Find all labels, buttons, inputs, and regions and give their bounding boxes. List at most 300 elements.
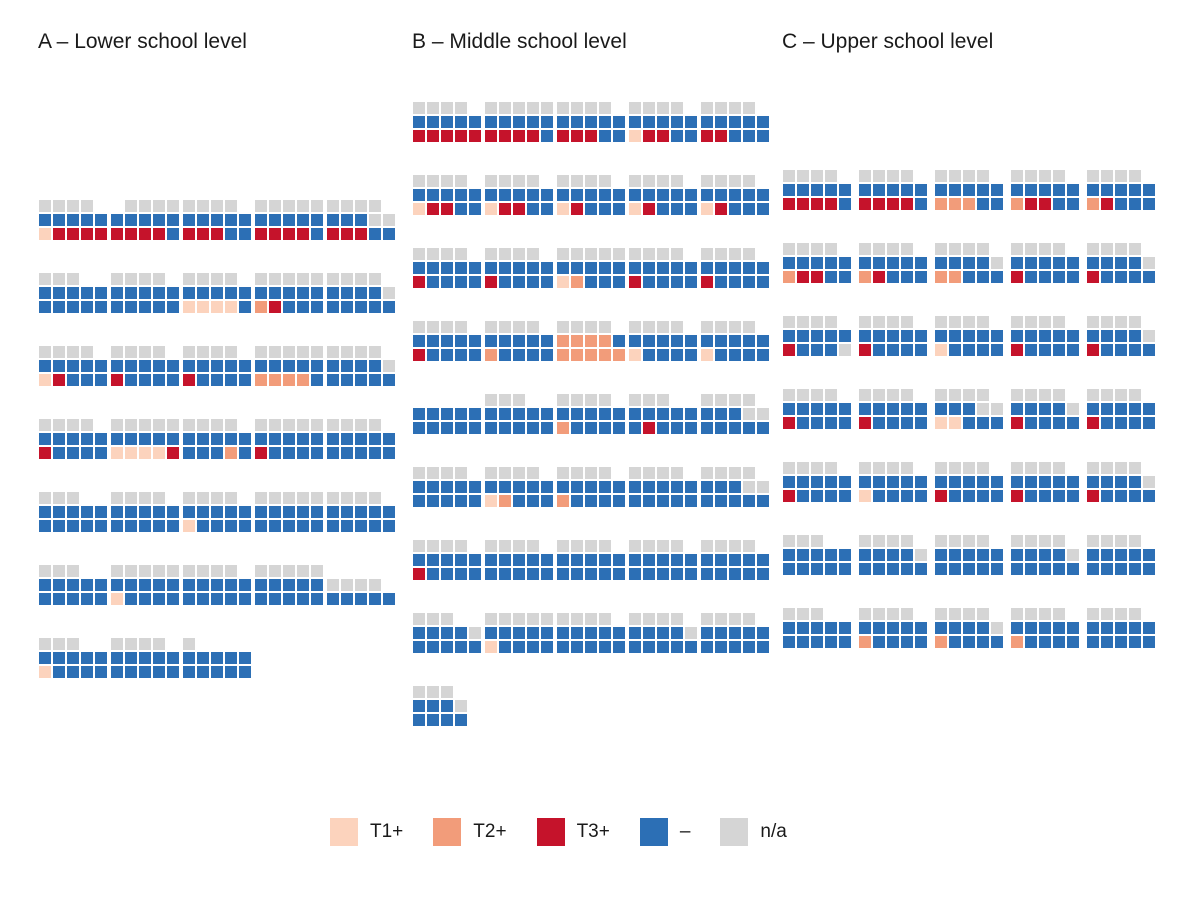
- waffle-cell-na: [643, 175, 655, 187]
- waffle-cell-neg: [657, 262, 669, 274]
- waffle-cell-na: [1025, 462, 1037, 474]
- waffle-cell-neg: [81, 652, 93, 664]
- waffle-cell-na: [685, 627, 697, 639]
- waffle-row: [182, 359, 254, 373]
- waffle-chart: [628, 320, 700, 362]
- waffle-cell-na: [783, 243, 795, 255]
- waffle-group-row: [412, 654, 772, 727]
- waffle-cell-neg: [949, 476, 961, 488]
- waffle-cell-na: [585, 467, 597, 479]
- waffle-cell-na: [183, 419, 195, 431]
- waffle-cell-t3: [427, 130, 439, 142]
- waffle-cell-neg: [139, 520, 151, 532]
- waffle-cell-na: [557, 248, 569, 260]
- waffle-cell-neg: [283, 593, 295, 605]
- waffle-row: [858, 461, 934, 475]
- waffle-chart: [254, 564, 326, 606]
- waffle-cell-neg: [441, 568, 453, 580]
- waffle-cell-neg: [441, 422, 453, 434]
- waffle-row: [110, 345, 182, 359]
- waffle-row: [782, 621, 858, 635]
- waffle-row: [484, 320, 556, 334]
- waffle-group-row: [412, 70, 772, 143]
- waffle-cell-neg: [541, 627, 553, 639]
- waffle-cell-neg: [729, 408, 741, 420]
- waffle-row: [858, 256, 934, 270]
- waffle-cell-neg: [341, 520, 353, 532]
- waffle-cell-neg: [887, 271, 899, 283]
- waffle-cell-na: [527, 175, 539, 187]
- waffle-row: [700, 421, 772, 435]
- waffle-cell-neg: [355, 301, 367, 313]
- waffle-row: [556, 101, 628, 115]
- waffle-cell-na: [873, 243, 885, 255]
- waffle-chart: [700, 393, 772, 435]
- waffle-cell-neg: [297, 214, 309, 226]
- waffle-cell-neg: [1087, 636, 1099, 648]
- waffle-row: [628, 421, 700, 435]
- waffle-cell-na: [1143, 330, 1155, 342]
- waffle-cell-neg: [255, 360, 267, 372]
- waffle-cell-na: [225, 565, 237, 577]
- waffle-cell-neg: [513, 495, 525, 507]
- waffle-cell-none: [95, 638, 107, 650]
- waffle-row: [484, 626, 556, 640]
- waffle-cell-na: [1101, 462, 1113, 474]
- waffle-row: [628, 247, 700, 261]
- waffle-chart: [38, 345, 110, 387]
- waffle-row: [1010, 402, 1086, 416]
- waffle-cell-t1: [39, 228, 51, 240]
- waffle-row: [38, 373, 110, 387]
- waffle-cell-none: [1067, 535, 1079, 547]
- waffle-cell-neg: [455, 495, 467, 507]
- waffle-cell-na: [197, 565, 209, 577]
- waffle-cell-na: [1011, 608, 1023, 620]
- waffle-cell-neg: [211, 433, 223, 445]
- waffle-cell-na: [963, 389, 975, 401]
- waffle-cell-neg: [839, 563, 851, 575]
- waffle-cell-neg: [341, 360, 353, 372]
- waffle-cell-neg: [757, 349, 769, 361]
- waffle-cell-na: [269, 273, 281, 285]
- waffle-cell-neg: [629, 116, 641, 128]
- waffle-cell-na: [729, 394, 741, 406]
- waffle-cell-na: [67, 419, 79, 431]
- waffle-row: [182, 432, 254, 446]
- waffle-cell-t3: [413, 568, 425, 580]
- waffle-cell-neg: [571, 408, 583, 420]
- waffle-cell-neg: [1129, 549, 1141, 561]
- waffle-cell-neg: [701, 568, 713, 580]
- waffle-cell-t3: [183, 374, 195, 386]
- waffle-cell-t3: [499, 203, 511, 215]
- waffle-row: [858, 270, 934, 284]
- waffle-cell-neg: [541, 130, 553, 142]
- waffle-cell-neg: [743, 495, 755, 507]
- waffle-cell-neg: [413, 554, 425, 566]
- waffle-row: [556, 567, 628, 581]
- waffle-row: [628, 539, 700, 553]
- waffle-cell-na: [167, 200, 179, 212]
- waffle-cell-na: [743, 613, 755, 625]
- waffle-cell-neg: [95, 666, 107, 678]
- waffle-cell-na: [441, 102, 453, 114]
- waffle-cell-na: [557, 175, 569, 187]
- waffle-cell-neg: [541, 203, 553, 215]
- waffle-cell-neg: [67, 374, 79, 386]
- waffle-cell-neg: [991, 549, 1003, 561]
- waffle-cell-na: [485, 321, 497, 333]
- waffle-row: [700, 494, 772, 508]
- waffle-cell-neg: [811, 417, 823, 429]
- waffle-cell-neg: [743, 422, 755, 434]
- waffle-cell-t3: [111, 374, 123, 386]
- waffle-row: [858, 183, 934, 197]
- waffle-cell-none: [239, 273, 251, 285]
- waffle-cell-na: [327, 579, 339, 591]
- waffle-cell-na: [839, 344, 851, 356]
- waffle-row: [254, 505, 326, 519]
- waffle-cell-t1: [111, 593, 123, 605]
- waffle-row: [38, 651, 110, 665]
- waffle-cell-neg: [1101, 257, 1113, 269]
- waffle-cell-na: [643, 248, 655, 260]
- waffle-chart: [412, 174, 484, 216]
- waffle-row: [556, 275, 628, 289]
- waffle-cell-na: [311, 273, 323, 285]
- waffle-group-row: [38, 314, 398, 387]
- waffle-cell-neg: [757, 116, 769, 128]
- waffle-cell-neg: [873, 417, 885, 429]
- waffle-cell-neg: [541, 554, 553, 566]
- waffle-chart: [484, 539, 556, 581]
- waffle-cell-na: [513, 321, 525, 333]
- waffle-cell-none: [469, 686, 481, 698]
- waffle-cell-neg: [715, 627, 727, 639]
- waffle-cell-neg: [95, 579, 107, 591]
- waffle-chart: [326, 418, 398, 460]
- waffle-cell-neg: [297, 579, 309, 591]
- waffle-cell-t3: [139, 228, 151, 240]
- waffle-cell-na: [341, 273, 353, 285]
- waffle-row: [1086, 256, 1162, 270]
- waffle-cell-neg: [1067, 344, 1079, 356]
- waffle-cell-neg: [1039, 184, 1051, 196]
- waffle-cell-neg: [527, 116, 539, 128]
- waffle-cell-none: [469, 321, 481, 333]
- waffle-cell-na: [1129, 462, 1141, 474]
- waffle-cell-neg: [39, 593, 51, 605]
- waffle-cell-neg: [369, 360, 381, 372]
- waffle-cell-na: [599, 248, 611, 260]
- waffle-chart: [412, 320, 484, 362]
- waffle-cell-na: [585, 321, 597, 333]
- waffle-row: [1086, 416, 1162, 430]
- waffle-cell-neg: [1025, 330, 1037, 342]
- waffle-chart: [700, 247, 772, 289]
- waffle-cell-neg: [541, 568, 553, 580]
- waffle-cell-neg: [701, 481, 713, 493]
- waffle-cell-na: [39, 346, 51, 358]
- waffle-row: [1086, 621, 1162, 635]
- waffle-cell-t1: [629, 130, 641, 142]
- waffle-cell-neg: [991, 476, 1003, 488]
- waffle-row: [326, 446, 398, 460]
- waffle-cell-neg: [757, 276, 769, 288]
- waffle-cell-none: [541, 467, 553, 479]
- waffle-row: [858, 343, 934, 357]
- waffle-cell-neg: [255, 506, 267, 518]
- waffle-cell-neg: [311, 287, 323, 299]
- waffle-group-row: [412, 435, 772, 508]
- waffle-cell-neg: [327, 214, 339, 226]
- waffle-chart: [858, 169, 934, 211]
- waffle-row: [182, 345, 254, 359]
- waffle-cell-na: [643, 540, 655, 552]
- waffle-cell-na: [283, 346, 295, 358]
- waffle-chart: [182, 272, 254, 314]
- waffle-cell-na: [797, 389, 809, 401]
- waffle-cell-na: [125, 273, 137, 285]
- waffle-cell-neg: [949, 403, 961, 415]
- waffle-cell-t1: [949, 417, 961, 429]
- waffle-cell-na: [413, 102, 425, 114]
- waffle-cell-neg: [1067, 622, 1079, 634]
- waffle-row: [556, 348, 628, 362]
- waffle-cell-na: [585, 540, 597, 552]
- waffle-cell-neg: [81, 301, 93, 313]
- waffle-row: [254, 418, 326, 432]
- waffle-cell-neg: [949, 330, 961, 342]
- waffle-cell-na: [743, 102, 755, 114]
- waffle-cell-na: [499, 321, 511, 333]
- waffle-cell-na: [297, 565, 309, 577]
- waffle-cell-neg: [183, 593, 195, 605]
- waffle-cell-neg: [915, 330, 927, 342]
- waffle-row: [782, 256, 858, 270]
- waffle-cell-na: [557, 540, 569, 552]
- waffle-cell-na: [255, 419, 267, 431]
- waffle-row: [1086, 534, 1162, 548]
- waffle-cell-neg: [95, 287, 107, 299]
- waffle-cell-neg: [729, 276, 741, 288]
- waffle-cell-na: [469, 627, 481, 639]
- waffle-chart: [412, 539, 484, 581]
- waffle-cell-neg: [963, 549, 975, 561]
- waffle-cell-na: [1101, 170, 1113, 182]
- waffle-cell-neg: [53, 433, 65, 445]
- waffle-cell-na: [1011, 316, 1023, 328]
- waffle-row: [1086, 183, 1162, 197]
- waffle-cell-neg: [599, 408, 611, 420]
- waffle-cell-neg: [797, 257, 809, 269]
- waffle-cell-none: [991, 243, 1003, 255]
- legend-item-t3: [537, 818, 610, 846]
- waffle-cell-neg: [341, 433, 353, 445]
- waffle-cell-neg: [341, 301, 353, 313]
- waffle-row: [700, 188, 772, 202]
- waffle-cell-neg: [1053, 198, 1065, 210]
- waffle-cell-na: [111, 638, 123, 650]
- waffle-cell-t3: [413, 349, 425, 361]
- waffle-cell-neg: [629, 627, 641, 639]
- waffle-cell-neg: [413, 408, 425, 420]
- waffle-cell-na: [139, 419, 151, 431]
- waffle-row: [326, 578, 398, 592]
- waffle-cell-neg: [671, 130, 683, 142]
- waffle-cell-neg: [197, 579, 209, 591]
- waffle-cell-neg: [67, 360, 79, 372]
- waffle-cell-neg: [469, 495, 481, 507]
- waffle-cell-na: [613, 248, 625, 260]
- waffle-cell-na: [527, 613, 539, 625]
- waffle-cell-neg: [991, 184, 1003, 196]
- waffle-cell-neg: [441, 495, 453, 507]
- waffle-cell-neg: [197, 520, 209, 532]
- waffle-cell-neg: [599, 495, 611, 507]
- waffle-cell-neg: [585, 481, 597, 493]
- waffle-cell-neg: [311, 447, 323, 459]
- waffle-cell-neg: [901, 549, 913, 561]
- waffle-cell-neg: [671, 627, 683, 639]
- waffle-cell-none: [111, 200, 123, 212]
- waffle-cell-neg: [783, 403, 795, 415]
- waffle-cell-na: [963, 535, 975, 547]
- waffle-cell-neg: [629, 335, 641, 347]
- waffle-cell-neg: [95, 652, 107, 664]
- waffle-cell-none: [685, 613, 697, 625]
- waffle-cell-neg: [685, 262, 697, 274]
- waffle-cell-na: [701, 102, 713, 114]
- waffle-cell-na: [859, 243, 871, 255]
- waffle-cell-na: [355, 273, 367, 285]
- waffle-cell-na: [715, 102, 727, 114]
- waffle-cell-neg: [743, 349, 755, 361]
- waffle-cell-neg: [1087, 257, 1099, 269]
- waffle-cell-neg: [95, 506, 107, 518]
- waffle-cell-neg: [743, 203, 755, 215]
- waffle-row: [1010, 562, 1086, 576]
- waffle-cell-neg: [225, 506, 237, 518]
- waffle-chart: [628, 174, 700, 216]
- waffle-cell-na: [783, 608, 795, 620]
- waffle-cell-na: [197, 346, 209, 358]
- waffle-cell-na: [629, 540, 641, 552]
- waffle-row: [782, 416, 858, 430]
- waffle-cell-neg: [67, 433, 79, 445]
- waffle-cell-na: [1115, 608, 1127, 620]
- waffle-cell-neg: [527, 408, 539, 420]
- waffle-cell-t3: [341, 228, 353, 240]
- waffle-cell-none: [81, 565, 93, 577]
- waffle-cell-neg: [111, 214, 123, 226]
- waffle-cell-none: [383, 579, 395, 591]
- waffle-cell-na: [901, 535, 913, 547]
- waffle-cell-neg: [283, 433, 295, 445]
- waffle-cell-t3: [935, 490, 947, 502]
- waffle-cell-neg: [297, 520, 309, 532]
- waffle-row: [700, 612, 772, 626]
- waffle-cell-neg: [657, 349, 669, 361]
- waffle-cell-neg: [541, 422, 553, 434]
- waffle-cell-neg: [469, 422, 481, 434]
- waffle-cell-neg: [383, 433, 395, 445]
- waffle-row: [858, 534, 934, 548]
- waffle-chart: [782, 534, 858, 576]
- waffle-cell-neg: [1129, 344, 1141, 356]
- waffle-cell-na: [783, 389, 795, 401]
- waffle-chart: [484, 174, 556, 216]
- waffle-cell-neg: [643, 349, 655, 361]
- waffle-cell-neg: [541, 262, 553, 274]
- waffle-cell-neg: [441, 262, 453, 274]
- waffle-row: [556, 202, 628, 216]
- waffle-cell-neg: [125, 214, 137, 226]
- waffle-cell-neg: [1129, 330, 1141, 342]
- waffle-cell-none: [613, 467, 625, 479]
- waffle-chart: [254, 272, 326, 314]
- waffle-cell-neg: [255, 287, 267, 299]
- waffle-cell-neg: [935, 563, 947, 575]
- waffle-cell-neg: [935, 257, 947, 269]
- waffle-cell-none: [469, 102, 481, 114]
- waffle-row: [700, 466, 772, 480]
- waffle-cell-neg: [67, 301, 79, 313]
- waffle-cell-t2: [949, 198, 961, 210]
- waffle-chart: [1086, 242, 1162, 284]
- waffle-cell-neg: [485, 335, 497, 347]
- waffle-cell-neg: [743, 568, 755, 580]
- waffle-cell-t3: [783, 344, 795, 356]
- waffle-cell-neg: [427, 627, 439, 639]
- waffle-cell-neg: [873, 330, 885, 342]
- waffle-cell-na: [527, 467, 539, 479]
- waffle-cell-neg: [1025, 271, 1037, 283]
- waffle-cell-na: [599, 394, 611, 406]
- waffle-cell-neg: [629, 568, 641, 580]
- waffle-cell-na: [1011, 243, 1023, 255]
- waffle-cell-neg: [239, 666, 251, 678]
- waffle-cell-na: [1053, 170, 1065, 182]
- waffle-cell-na: [1115, 316, 1127, 328]
- waffle-cell-t2: [949, 271, 961, 283]
- waffle-row: [412, 539, 484, 553]
- waffle-cell-neg: [825, 563, 837, 575]
- waffle-cell-neg: [599, 116, 611, 128]
- waffle-cell-neg: [1067, 563, 1079, 575]
- waffle-cell-neg: [743, 554, 755, 566]
- waffle-cell-neg: [67, 652, 79, 664]
- waffle-cell-neg: [167, 433, 179, 445]
- waffle-cell-neg: [485, 262, 497, 274]
- waffle-cell-neg: [269, 579, 281, 591]
- waffle-cell-neg: [167, 520, 179, 532]
- waffle-cell-t3: [283, 228, 295, 240]
- waffle-cell-t2: [571, 349, 583, 361]
- waffle-cell-none: [1067, 316, 1079, 328]
- waffle-cell-neg: [783, 257, 795, 269]
- waffle-cell-na: [111, 419, 123, 431]
- waffle-cell-na: [341, 492, 353, 504]
- waffle-cell-na: [1101, 316, 1113, 328]
- waffle-cell-na: [643, 467, 655, 479]
- waffle-chart: [1010, 169, 1086, 211]
- waffle-cell-neg: [839, 184, 851, 196]
- waffle-cell-neg: [355, 447, 367, 459]
- waffle-cell-neg: [825, 549, 837, 561]
- waffle-cell-neg: [225, 520, 237, 532]
